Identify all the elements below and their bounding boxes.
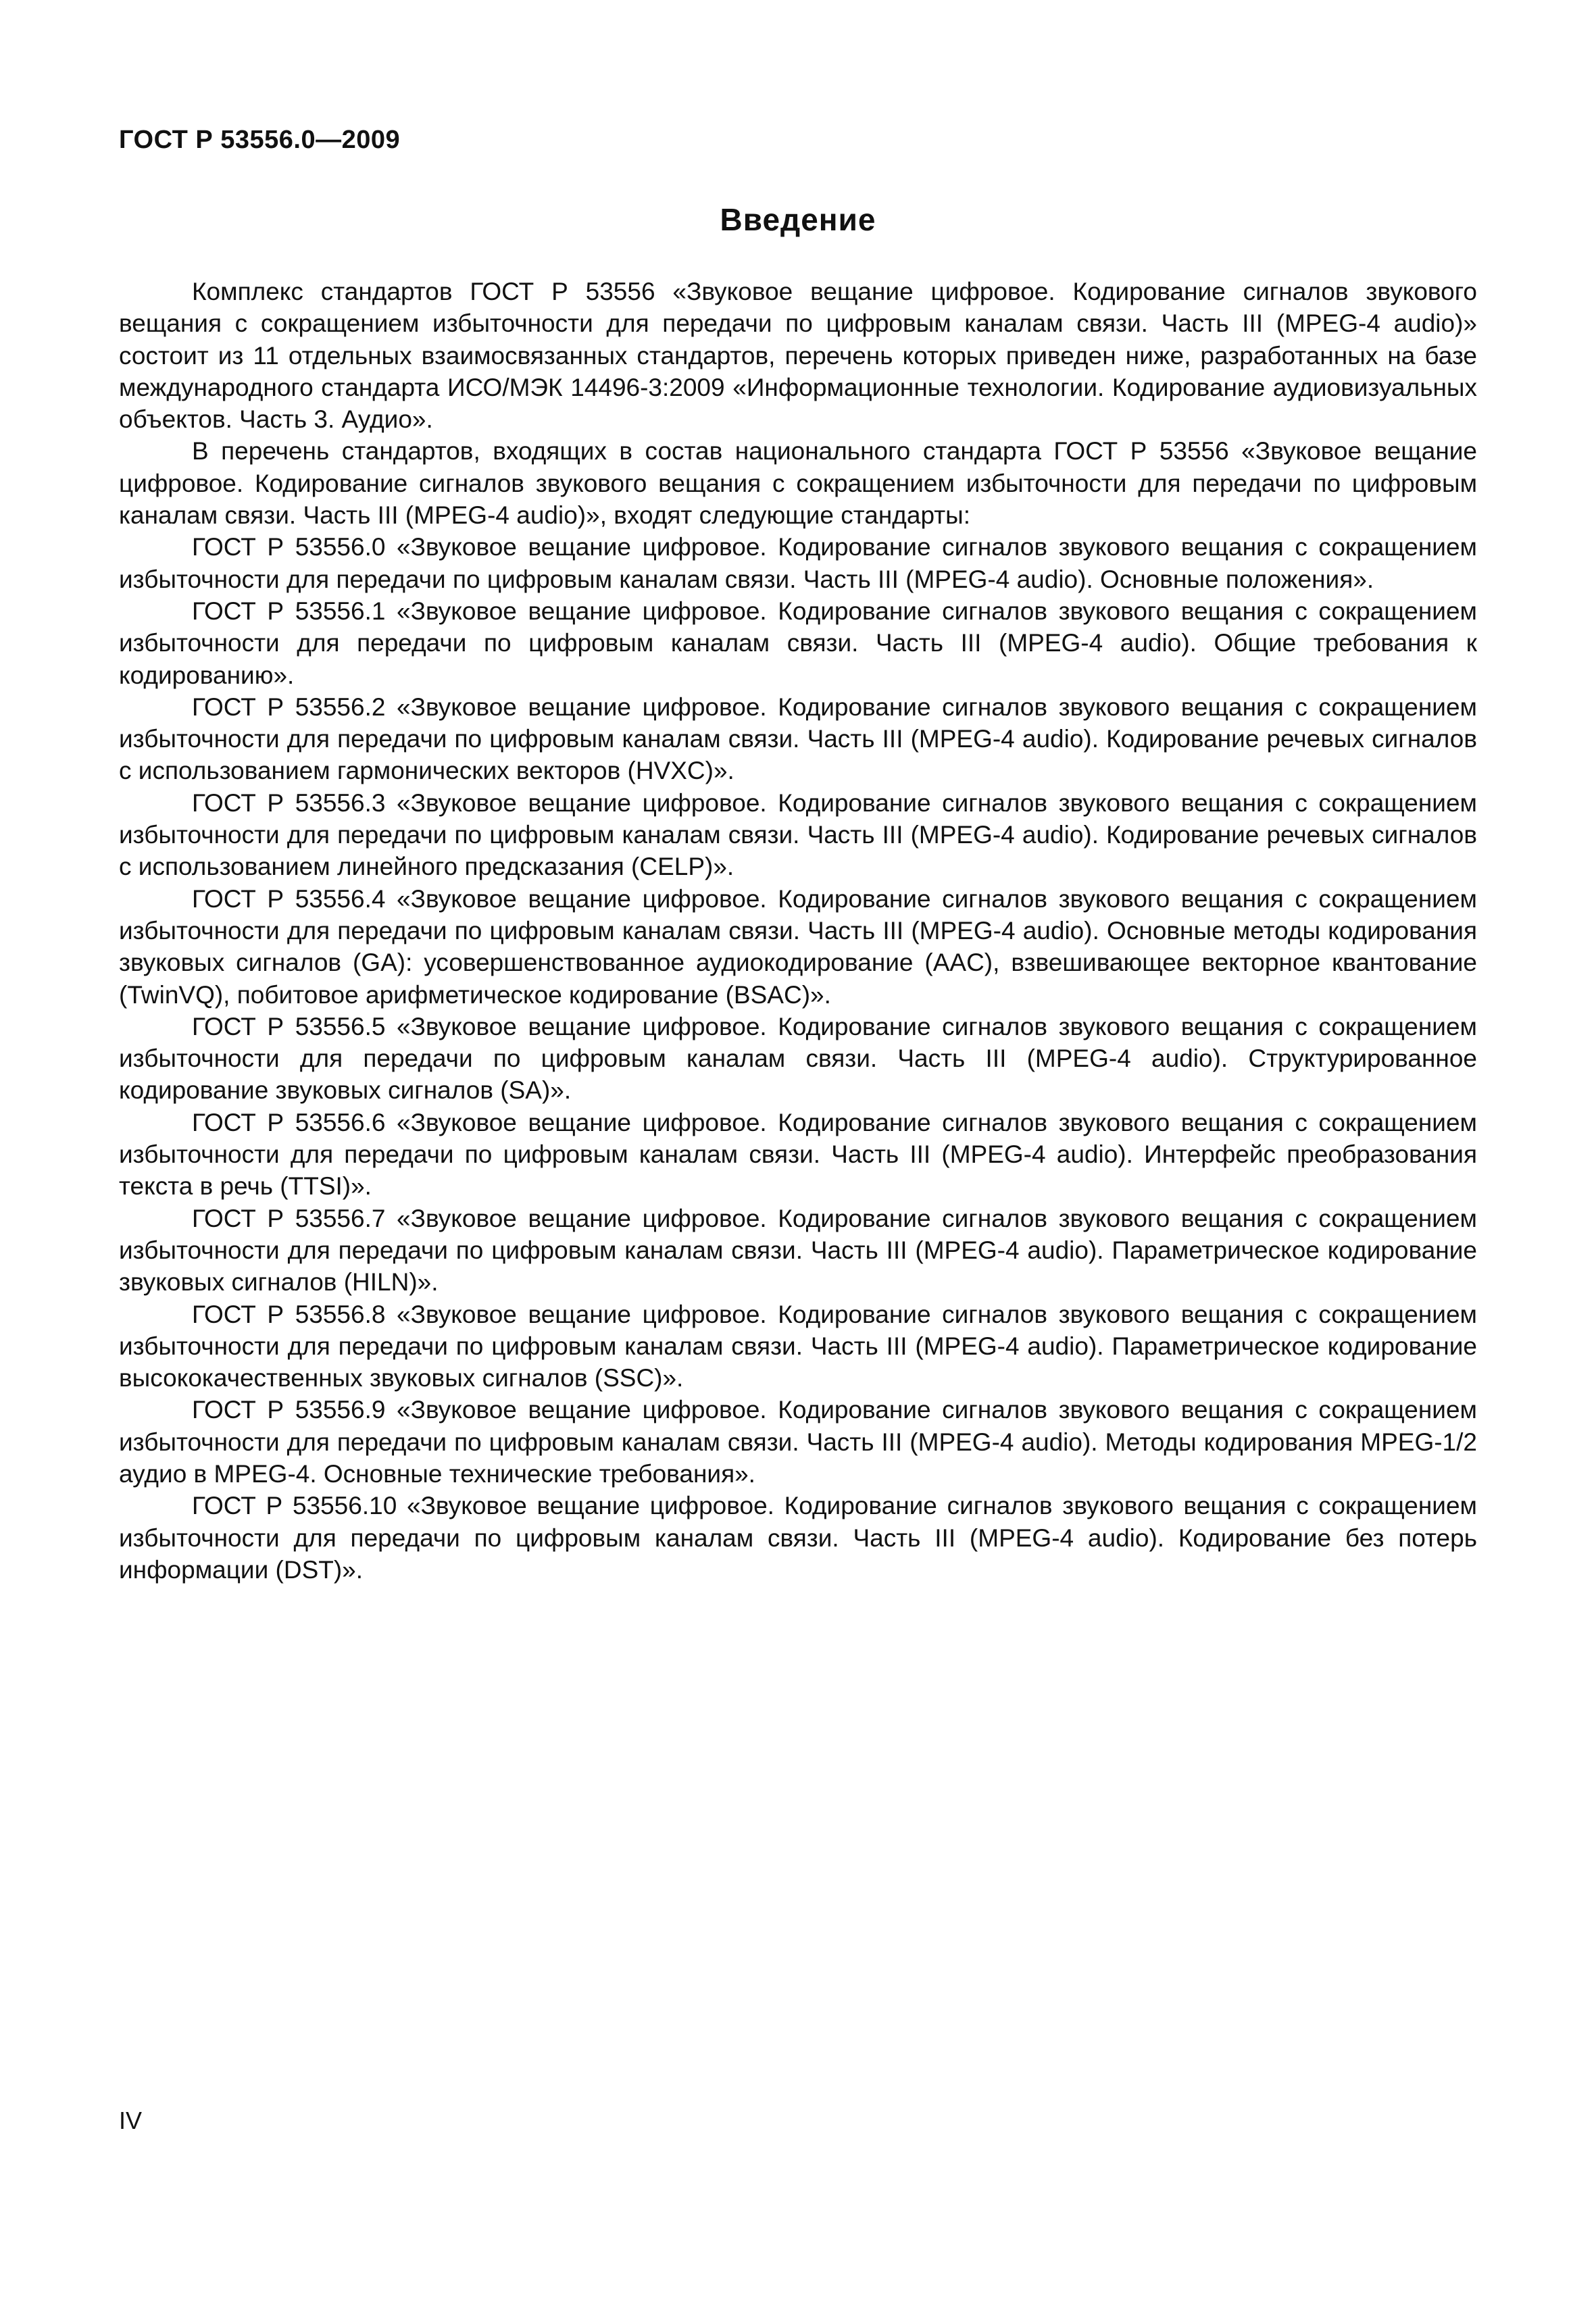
page-number: IV [119,2107,143,2134]
paragraph-standard-8: ГОСТ Р 53556.8 «Звуковое вещание цифровое. Кодирование сигналов звукового вещания с сокращением избыточности для передачи по цифровым каналам связи. Часть III (MPEG-4 audio). Параметрическое кодирование высококачественных звуковых сигналов (SSC)». [119,1300,1477,1392]
paragraph-standard-0: ГОСТ Р 53556.0 «Звуковое вещание цифровое. Кодирование сигналов звукового вещания с сокращением избыточности для передачи по цифровым каналам связи. Часть III (MPEG-4 audio). Основные положения». [119,533,1477,593]
document-header: ГОСТ Р 53556.0—2009 [119,126,401,154]
paragraph-standard-6: ГОСТ Р 53556.6 «Звуковое вещание цифровое. Кодирование сигналов звукового вещания с сокращением избыточности для передачи по цифровым каналам связи. Часть III (MPEG-4 audio). Интерфейс преобразования текста в речь (TTSI)». [119,1108,1477,1201]
section-title: Введение [720,202,876,237]
paragraph-standard-1: ГОСТ Р 53556.1 «Звуковое вещание цифровое. Кодирование сигналов звукового вещания с сокращением избыточности для передачи по цифровым каналам связи. Часть III (MPEG-4 audio). Общие требования к кодированию». [119,597,1477,689]
paragraph-standard-7: ГОСТ Р 53556.7 «Звуковое вещание цифровое. Кодирование сигналов звукового вещания с сокращением избыточности для передачи по цифровым каналам связи. Часть III (MPEG-4 audio). Параметрическое кодирование звуковых сигналов (HILN)». [119,1204,1477,1297]
paragraph-standard-9: ГОСТ Р 53556.9 «Звуковое вещание цифровое. Кодирование сигналов звукового вещания с сокращением избыточности для передачи по цифровым каналам связи. Часть III (MPEG-4 audio). Методы кодирования MPEG-1/2 аудио в MPEG-4. Основные технические требования». [119,1396,1477,1488]
paragraph-standard-10: ГОСТ Р 53556.10 «Звуковое вещание цифровое. Кодирование сигналов звукового вещания с сокращением избыточности для передачи по цифровым каналам связи. Часть III (MPEG-4 audio). Кодирование без потерь информации (DST)». [119,1492,1477,1584]
paragraph-standard-3: ГОСТ Р 53556.3 «Звуковое вещание цифровое. Кодирование сигналов звукового вещания с сокращением избыточности для передачи по цифровым каналам связи. Часть III (MPEG-4 audio). Кодирование речевых сигналов с использованием линейного предсказания (CELP)». [119,788,1477,881]
paragraph-standard-5: ГОСТ Р 53556.5 «Звуковое вещание цифровое. Кодирование сигналов звукового вещания с сокращением избыточности для передачи по цифровым каналам связи. Часть III (MPEG-4 audio). Структурированное кодирование звуковых сигналов (SA)». [119,1012,1477,1105]
body-text [119,276,1477,1586]
paragraph-intro: Комплекс стандартов ГОСТ Р 53556 «Звуковое вещание цифровое. Кодирование сигналов звукового вещания с сокращением избыточности для передачи по цифровым каналам связи. Часть III (MPEG-4 audio)» состоит из 11 отдельных взаимосвязанных стандартов, перечень которых приведен ниже, разработанных на базе международного стандарта ИСО/МЭК 14496-3:2009 «Информационные технологии. Кодирование аудиовизуальных объектов. Часть 3. Аудио». [119,278,1477,434]
paragraph-standard-2: ГОСТ Р 53556.2 «Звуковое вещание цифровое. Кодирование сигналов звукового вещания с сокращением избыточности для передачи по цифровым каналам связи. Часть III (MPEG-4 audio). Кодирование речевых сигналов с использованием гармонических векторов (HVXC)». [119,693,1477,785]
paragraph-standard-4: ГОСТ Р 53556.4 «Звуковое вещание цифровое. Кодирование сигналов звукового вещания с сокращением избыточности для передачи по цифровым каналам связи. Часть III (MPEG-4 audio). Основные методы кодирования звуковых сигналов (GA): усовершенствованное аудиокодирование (AAC), взвешивающее векторное квантование (TwinVQ), побитовое арифметическое кодирование (BSAC)». [119,884,1477,1009]
paragraph-list-intro: В перечень стандартов, входящих в состав национального стандарта ГОСТ Р 53556 «Звуковое вещание цифровое. Кодирование сигналов звукового вещания с сокращением избыточности для передачи по цифровым каналам связи. Часть III (MPEG-4 audio)», входят следующие стандарты: [119,437,1477,530]
